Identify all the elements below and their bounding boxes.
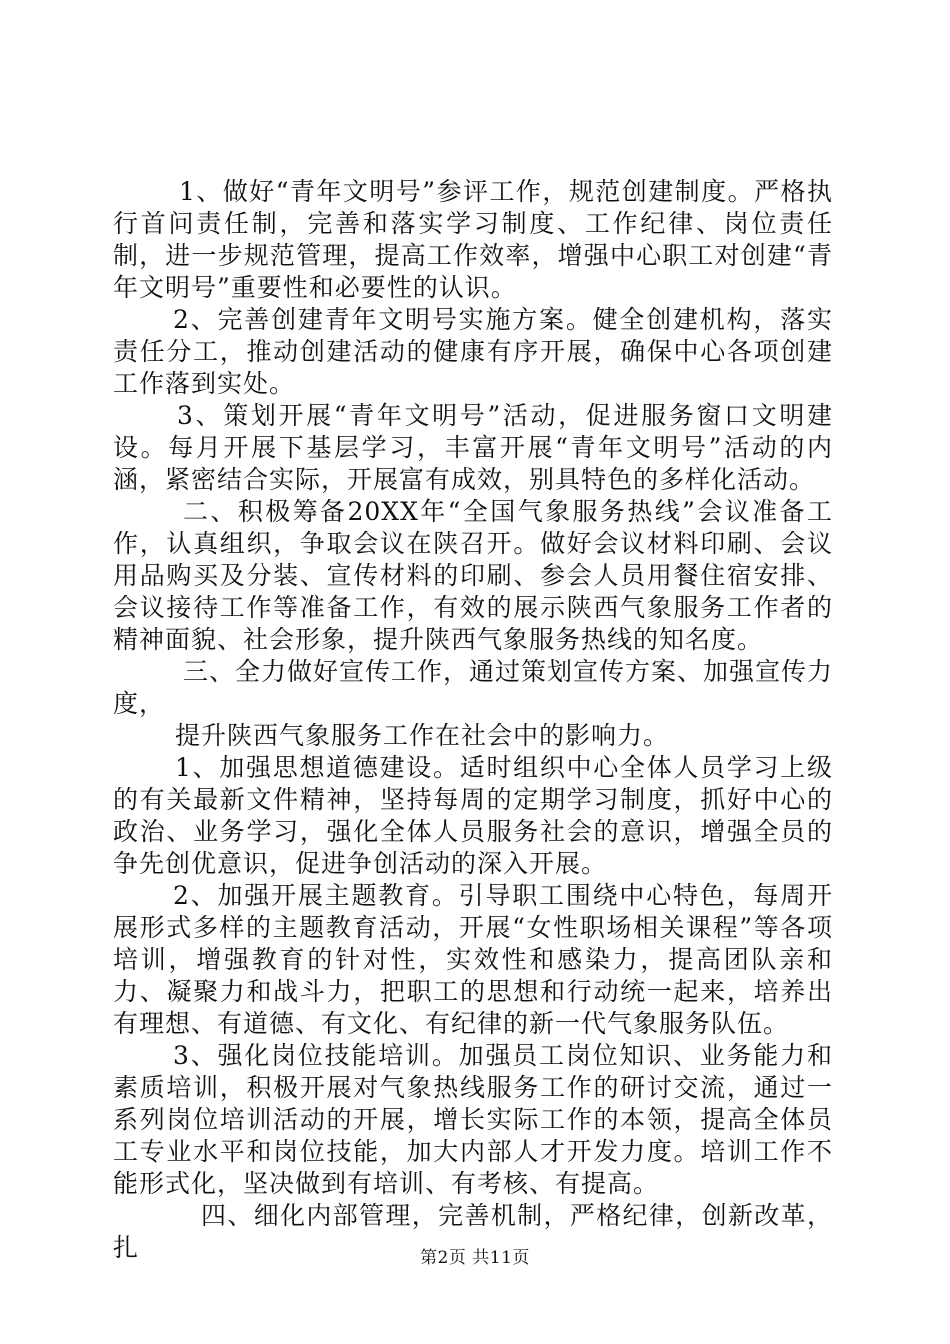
paragraph-plan-activities: 3、策划开展“青年文明号”活动，促进服务窗口文明建设。每月开展下基层学习，丰富开展“青年文明号”活动的内涵，紧密结合实际，开展富有成效，别具特色的多样化活动。 [113,401,833,494]
paragraph-theme-education: 2、加强开展主题教育。引导职工围绕中心特色，每周开展形式多样的主题教育活动，开展“女性职场相关课程”等各项培训，增强教育的针对性，实效性和感染力，提高团队亲和力、凝聚力和战斗力，把职工的思想和行动统一起来，培养出有理想、有道德、有文化、有纪律的新一代气象服务队伍。 [113,881,833,1038]
paragraph-youth-civilization-evaluation: 1、做好“青年文明号”参评工作，规范创建制度。严格执行首问责任制，完善和落实学习制度、工作纪律、岗位责任制，进一步规范管理，提高工作效率，增强中心职工对创建“青年文明号”重要性和必要性的认识。 [113,177,833,302]
paragraph-publicity-influence: 提升陕西气象服务工作在社会中的影响力。 [175,721,670,750]
paragraph-section-four-management: 四、细化内部管理，完善机制，严格纪律，创新改革，扎 [113,1201,833,1262]
paragraph-section-two-conference: 二、积极筹备20XX年“全国气象服务热线”会议准备工作，认真组织，争取会议在陕召开。做好会议材料印刷、会议用品购买及分装、宣传材料的印刷、参会人员用餐住宿安排、会议接待工作等准备工作，有效的展示陕西气象服务工作者的精神面貌、社会形象，提升陕西气象服务热线的知名度。 [113,497,833,654]
paragraph-moral-building: 1、加强思想道德建设。适时组织中心全体人员学习上级的有关最新文件精神，坚持每周的定期学习制度，抓好中心的政治、业务学习，强化全体人员服务社会的意识，增强全员的争先创优意识，促进争创活动的深入开展。 [113,753,833,878]
paragraph-section-three-publicity: 三、全力做好宣传工作，通过策划宣传方案、加强宣传力度， [113,657,834,718]
page-number-footer: 第2页 共11页 [420,1248,530,1268]
paragraph-implementation-plan: 2、完善创建青年文明号实施方案。健全创建机构，落实责任分工，推动创建活动的健康有序开展，确保中心各项创建工作落到实处。 [113,305,833,398]
document-body [113,176,833,1264]
paragraph-skills-training: 3、强化岗位技能培训。加强员工岗位知识、业务能力和素质培训，积极开展对气象热线服务工作的研讨交流，通过一系列岗位培训活动的开展，增长实际工作的本领，提高全体员工专业水平和岗位技能，加大内部人才开发力度。培训工作不能形式化，坚决做到有培训、有考核、有提高。 [113,1041,833,1198]
